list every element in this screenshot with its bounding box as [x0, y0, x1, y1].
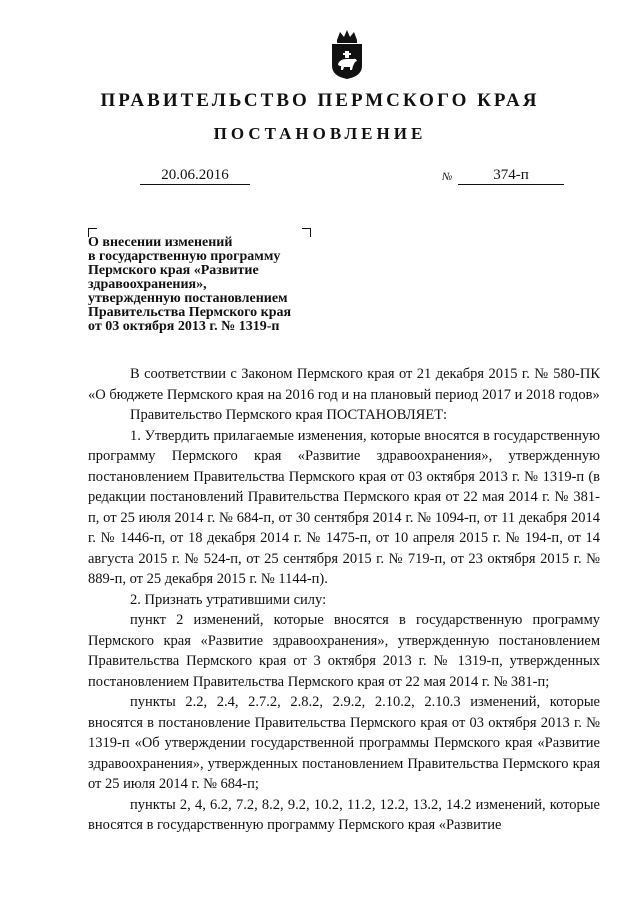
body-paragraph-subitem: пункты 2.2, 2.4, 2.7.2, 2.8.2, 2.9.2, 2.10.2, 2.10.3 изменений, которые вносятся в постановление Правительства Пермского края от 03 октября 2013 г. № 1319-п «Об утверждении государственной программы Пермского края «Развитие здравоохранения», утвержденных постановлением Правительства Пермского края от 25 июля 2014 г. № 684-п;	[88, 694, 600, 792]
subject-line: здравоохранения»,	[88, 277, 207, 292]
body-paragraph-preamble: В соответствии с Законом Пермского края от 21 декабря 2015 г. № 580-ПК «О бюджете Пермского края на 2016 год и на плановый период 2017 и 2018 годов»	[88, 366, 600, 403]
subject-line: Пермского края «Развитие	[88, 263, 259, 278]
subject-line: О внесении изменений	[88, 235, 233, 250]
body-paragraph-subitem: пункт 2 изменений, которые вносятся в государственную программу Пермского края «Развитие здравоохранения», утвержденную постановлением Правительства Пермского края от 3 октября 2013 г. № 1319-п, утвержденных постановлением Правительства Пермского края от 22 мая 2014 г. № 381-п;	[88, 612, 600, 690]
document-subject	[88, 236, 328, 334]
body-paragraph-item-2: 2. Признать утратившими силу:	[130, 591, 327, 608]
subject-line: утвержденную постановлением	[88, 291, 288, 306]
number-sign: №	[442, 171, 453, 183]
document-type: ПОСТАНОВЛЕНИЕ	[213, 124, 427, 143]
subject-line: в государственную программу	[88, 249, 281, 264]
subject-line: Правительства Пермского края	[88, 305, 292, 320]
body-paragraph-resolves: Правительство Пермского края ПОСТАНОВЛЯЕТ:	[130, 407, 448, 423]
perm-krai-coat-of-arms-icon	[328, 28, 366, 80]
document-number: 374-п	[458, 166, 564, 185]
document-date: 20.06.2016	[140, 166, 250, 185]
body-paragraph-subitem: пункты 2, 4, 6.2, 7.2, 8.2, 9.2, 10.2, 11.2, 12.2, 13.2, 14.2 изменений, которые вносятся в государственную программу Пермского края «Развитие	[88, 796, 600, 833]
document-body	[88, 364, 600, 836]
body-paragraph-item-1: 1. Утвердить прилагаемые изменения, которые вносятся в государственную программу Пермского края «Развитие здравоохранения», утвержденную постановлением Правительства Пермского края от 03 октября 2013 г. № 1319-п (в редакции постановлений Правительства Пермского края от 22 мая 2014 г. № 381-п, от 25 июля 2014 г. № 684-п, от 30 сентября 2014 г. № 1094-п, от 11 декабря 2014 г. № 1446-п, от 18 декабря 2014 г. № 1475-п, от 10 апреля 2015 г. № 194-п, от 14 августа 2015 г. № 524-п, от 25 сентября 2015 г. № 719-п, от 23 октября 2015 г. № 889-п, от 25 декабря 2015 г. № 1144-п).	[88, 427, 600, 587]
government-title: ПРАВИТЕЛЬСТВО ПЕРМСКОГО КРАЯ	[100, 90, 540, 111]
subject-line: от 03 октября 2013 г. № 1319-п	[88, 319, 280, 334]
